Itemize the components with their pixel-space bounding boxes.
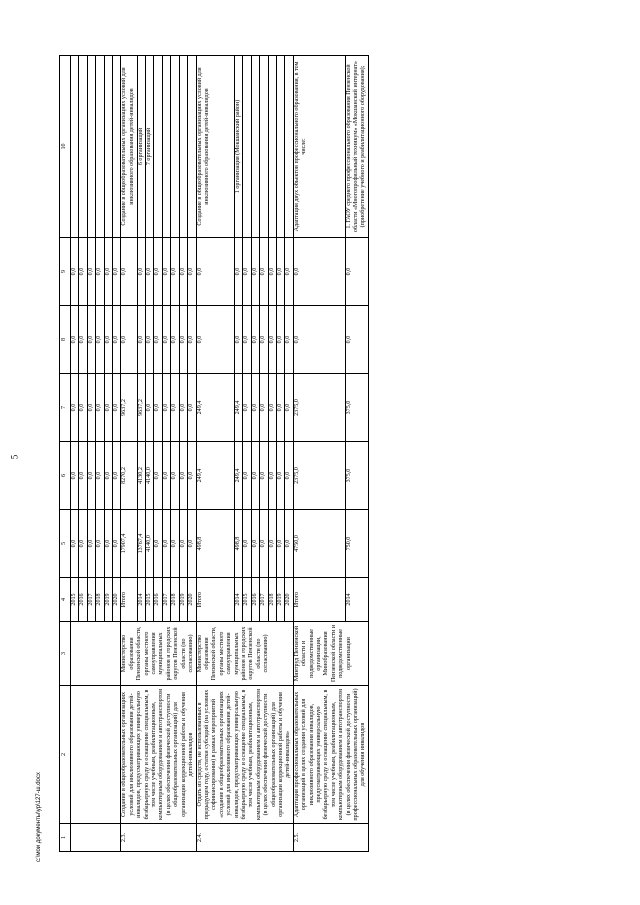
result-cell: [179, 56, 187, 238]
total-value: 249,4: [196, 442, 234, 510]
value-cell: 0,0: [87, 442, 95, 510]
value-cell: 0,0: [268, 510, 276, 578]
value-cell: 0,0: [104, 238, 112, 306]
year-cell: 2014: [137, 578, 145, 622]
value-cell: 0,0: [188, 306, 196, 374]
year-cell: 2015: [71, 578, 79, 622]
value-cell: 0,0: [251, 306, 259, 374]
value-cell: 0,0: [268, 442, 276, 510]
col-header: 5: [60, 510, 71, 578]
value-cell: 0,0: [154, 510, 162, 578]
col-header: 10: [60, 56, 71, 238]
col-header: 6: [60, 442, 71, 510]
result-cell: [171, 56, 179, 238]
value-cell: 0,0: [285, 238, 293, 306]
value-cell: 0,0: [260, 374, 268, 442]
page-number: 5: [9, 454, 20, 460]
value-cell: 0,0: [87, 238, 95, 306]
total-label: Итого: [121, 578, 137, 622]
value-cell: 0,0: [96, 442, 104, 510]
year-cell: 2020: [188, 578, 196, 622]
value-cell: 0,0: [260, 442, 268, 510]
year-cell: 2016: [154, 578, 162, 622]
value-cell: 0,0: [251, 374, 259, 442]
value-cell: 0,0: [79, 238, 87, 306]
value-cell: 0,0: [188, 374, 196, 442]
value-cell: 0,0: [171, 510, 179, 578]
year-cell: 2017: [87, 578, 95, 622]
value-cell: 0,0: [162, 306, 170, 374]
total-value: 4750,0: [293, 510, 345, 578]
value-cell: 0,0: [268, 238, 276, 306]
value-cell: 0,0: [87, 510, 95, 578]
total-label: Итого: [196, 578, 234, 622]
value-cell: 750,0: [345, 510, 368, 578]
value-cell: 0,0: [113, 238, 121, 306]
value-cell: 0,0: [113, 510, 121, 578]
col-header: 7: [60, 374, 71, 442]
value-cell: 0,0: [137, 306, 145, 374]
value-cell: 0,0: [260, 238, 268, 306]
total-value: 17907,4: [121, 510, 137, 578]
value-cell: 0,0: [179, 238, 187, 306]
total-value: 2375,0: [293, 374, 345, 442]
section-name: Адаптация профессиональных образовательных организаций в целях создания условий для инклюзивного образования инвалидов, предусматривающих универсальную безбарьерную среду и оснащение специальным, в том числе учебным, реабилитационным, компьютерным оборудованием и автотранспортом (в целях обеспечения физической доступности профессиональных образовательных организаций) для обучения инвалидов: [293, 686, 368, 824]
value-cell: 0,0: [285, 374, 293, 442]
value-cell: 0,0: [268, 306, 276, 374]
value-cell: 0,0: [96, 510, 104, 578]
result-cell: [268, 56, 276, 238]
year-cell: 2014: [345, 578, 368, 622]
value-cell: 0,0: [104, 374, 112, 442]
section-name: Отдать из средств, не использованных в предыдущем году, остатки субсидий (на условиях софинансирования) в рамках мероприятий «создание в общеобразовательных организациях условий для инклюзивного образования детей-инвалидов, предусматривающих универсальную безбарьерную среду и оснащение специальным, в том числе учебным, реабилитационным, компьютерным оборудованием и автотранспортом (в целях обеспечения физической доступности общеобразовательных организаций) для организации коррекционной работы и обучения детей-инвалидов»: [196, 686, 293, 824]
total-value: 249,4: [196, 374, 234, 442]
value-cell: 4140,0: [146, 442, 154, 510]
value-cell: 0,0: [87, 306, 95, 374]
value-cell: 0,0: [79, 306, 87, 374]
year-cell: 2017: [162, 578, 170, 622]
section-number: 2.3.: [121, 824, 196, 852]
value-cell: 0,0: [171, 442, 179, 510]
total-value: 0,0: [293, 306, 345, 374]
section-result: Создание в общеобразовательных организациях условий для инклюзивного образования детей-инвалидов: [196, 56, 234, 238]
year-cell: 2018: [171, 578, 179, 622]
value-cell: 0,0: [146, 374, 154, 442]
value-cell: 0,0: [113, 442, 121, 510]
value-cell: 0,0: [285, 442, 293, 510]
year-cell: 2019: [104, 578, 112, 622]
value-cell: 0,0: [276, 510, 284, 578]
total-value: 9637,2: [121, 374, 137, 442]
result-cell: [71, 56, 79, 238]
value-cell: 0,0: [171, 374, 179, 442]
value-cell: 0,0: [137, 238, 145, 306]
value-cell: 0,0: [162, 442, 170, 510]
col-header: 4: [60, 578, 71, 622]
value-cell: 375,0: [345, 374, 368, 442]
year-cell: 2014: [234, 578, 242, 622]
year-cell: 2019: [179, 578, 187, 622]
number-cell: [71, 824, 121, 852]
year-cell: 2017: [260, 578, 268, 622]
result-cell: 1. ГАОУ среднего профессионального образования Пензенской области «Многопрофильный техникум» «Мокшанский интернат» (приобретение учебного и реабилитационного оборудования);: [345, 56, 368, 238]
result-cell: 7 организаций: [146, 56, 154, 238]
section-total-row: [293, 56, 345, 852]
col-header: 2: [60, 686, 71, 824]
section-name: Создание в общеобразовательных организациях условий для инклюзивного образования детей-инвалидов, предусматривающих универсальную безбарьерную среду и оснащение специальным, в том числе учебным, реабилитационным, компьютерным оборудованием и автотранспортом (в целях обеспечения физической доступности общеобразовательных организаций) для организации коррекционной работы и обучения детей-инвалидов: [121, 686, 196, 824]
value-cell: 0,0: [260, 306, 268, 374]
value-cell: 0,0: [171, 238, 179, 306]
value-cell: 13767,4: [137, 510, 145, 578]
value-cell: 0,0: [71, 238, 79, 306]
value-cell: 249,4: [234, 374, 242, 442]
value-cell: 0,0: [260, 510, 268, 578]
result-cell: [260, 56, 268, 238]
program-table: [59, 55, 369, 852]
result-cell: [276, 56, 284, 238]
total-value: 8270,2: [121, 442, 137, 510]
result-cell: [104, 56, 112, 238]
total-value: 0,0: [121, 306, 137, 374]
year-cell: 2016: [251, 578, 259, 622]
value-cell: 4140,0: [146, 510, 154, 578]
value-cell: 0,0: [251, 442, 259, 510]
total-value: 0,0: [121, 238, 137, 306]
value-cell: 0,0: [179, 306, 187, 374]
value-cell: 0,0: [268, 374, 276, 442]
table-row: [71, 56, 79, 852]
result-cell: [251, 56, 259, 238]
year-cell: 2016: [79, 578, 87, 622]
value-cell: 0,0: [154, 306, 162, 374]
value-cell: 0,0: [162, 510, 170, 578]
result-cell: [188, 56, 196, 238]
result-cell: [96, 56, 104, 238]
year-cell: 2020: [113, 578, 121, 622]
value-cell: 0,0: [79, 374, 87, 442]
result-cell: [79, 56, 87, 238]
col-header: 1: [60, 824, 71, 852]
value-cell: 498,8: [234, 510, 242, 578]
total-value: 2375,0: [293, 442, 345, 510]
value-cell: 0,0: [276, 238, 284, 306]
col-header: 9: [60, 238, 71, 306]
value-cell: 375,0: [345, 442, 368, 510]
value-cell: 0,0: [188, 238, 196, 306]
value-cell: 0,0: [71, 510, 79, 578]
value-cell: 0,0: [71, 442, 79, 510]
value-cell: 0,0: [285, 510, 293, 578]
footer-file-path: c:\мои документы\ур\127-ш.docx: [36, 772, 42, 862]
value-cell: 0,0: [188, 510, 196, 578]
value-cell: 0,0: [96, 306, 104, 374]
value-cell: 0,0: [179, 510, 187, 578]
value-cell: 0,0: [104, 510, 112, 578]
total-value: 498,8: [196, 510, 234, 578]
executor-cell: [71, 622, 121, 686]
value-cell: 0,0: [154, 442, 162, 510]
value-cell: 0,0: [243, 442, 251, 510]
section-executor: Министерство образования Пензенской области, органы местного самоуправления муниципальных районов и городских округов Пензенской области (по согласованию): [121, 622, 196, 686]
value-cell: 0,0: [146, 238, 154, 306]
name-cell: [71, 686, 121, 824]
value-cell: 0,0: [234, 306, 242, 374]
value-cell: 0,0: [96, 238, 104, 306]
col-header: 3: [60, 622, 71, 686]
value-cell: 0,0: [162, 238, 170, 306]
year-cell: 2019: [276, 578, 284, 622]
value-cell: 4130,2: [137, 442, 145, 510]
value-cell: 0,0: [79, 442, 87, 510]
value-cell: 0,0: [113, 306, 121, 374]
result-cell: 1 организация (Мокшанский район): [234, 56, 242, 238]
value-cell: 0,0: [243, 510, 251, 578]
col-header: 8: [60, 306, 71, 374]
value-cell: 9637,2: [137, 374, 145, 442]
section-total-row: [121, 56, 137, 852]
year-cell: 2018: [96, 578, 104, 622]
value-cell: 0,0: [251, 238, 259, 306]
rotated-page: [59, 56, 577, 852]
value-cell: 0,0: [96, 374, 104, 442]
value-cell: 0,0: [276, 442, 284, 510]
value-cell: 0,0: [104, 442, 112, 510]
result-cell: [243, 56, 251, 238]
value-cell: 0,0: [171, 306, 179, 374]
value-cell: 0,0: [71, 306, 79, 374]
result-cell: [113, 56, 121, 238]
result-cell: [285, 56, 293, 238]
value-cell: 0,0: [243, 374, 251, 442]
section-number: 2.4.: [196, 824, 293, 852]
section-total-row: [196, 56, 234, 852]
section-number: 2.5.: [293, 824, 368, 852]
value-cell: 0,0: [251, 510, 259, 578]
total-label: Итого: [293, 578, 345, 622]
value-cell: 0,0: [87, 374, 95, 442]
header-row: [60, 56, 71, 852]
year-cell: 2018: [268, 578, 276, 622]
value-cell: 0,0: [276, 374, 284, 442]
value-cell: 0,0: [71, 374, 79, 442]
value-cell: 0,0: [345, 238, 368, 306]
total-value: 0,0: [293, 238, 345, 306]
value-cell: 0,0: [179, 442, 187, 510]
year-cell: 2015: [243, 578, 251, 622]
total-value: 0,0: [196, 306, 234, 374]
value-cell: 0,0: [162, 374, 170, 442]
value-cell: 0,0: [243, 306, 251, 374]
section-result: Создание в общеобразовательных организациях условий для инклюзивного образования детей-инвалидов: [121, 56, 137, 238]
value-cell: 0,0: [154, 238, 162, 306]
value-cell: 0,0: [113, 374, 121, 442]
result-cell: [154, 56, 162, 238]
total-value: 0,0: [196, 238, 234, 306]
value-cell: 0,0: [188, 442, 196, 510]
section-result: Адаптация двух объектов профессионального образования, в том числе:: [293, 56, 345, 238]
section-executor: Министерство образования Пензенской области, органы местного самоуправления муниципальных районов и городских округов Пензенской области (по согласованию): [196, 622, 293, 686]
value-cell: 0,0: [104, 306, 112, 374]
result-cell: [87, 56, 95, 238]
section-executor: Минтруд Пензенской области и подведомственные организации, Минобразования Пензенской области и подведомственные организации: [293, 622, 368, 686]
value-cell: 0,0: [79, 510, 87, 578]
value-cell: 0,0: [243, 238, 251, 306]
value-cell: 0,0: [154, 374, 162, 442]
value-cell: 0,0: [179, 374, 187, 442]
value-cell: 0,0: [276, 306, 284, 374]
result-cell: [162, 56, 170, 238]
value-cell: 0,0: [234, 238, 242, 306]
year-cell: 2015: [146, 578, 154, 622]
value-cell: 249,4: [234, 442, 242, 510]
value-cell: 0,0: [345, 306, 368, 374]
value-cell: 0,0: [146, 306, 154, 374]
result-cell: 6 организаций: [137, 56, 145, 238]
value-cell: 0,0: [285, 306, 293, 374]
year-cell: 2020: [285, 578, 293, 622]
